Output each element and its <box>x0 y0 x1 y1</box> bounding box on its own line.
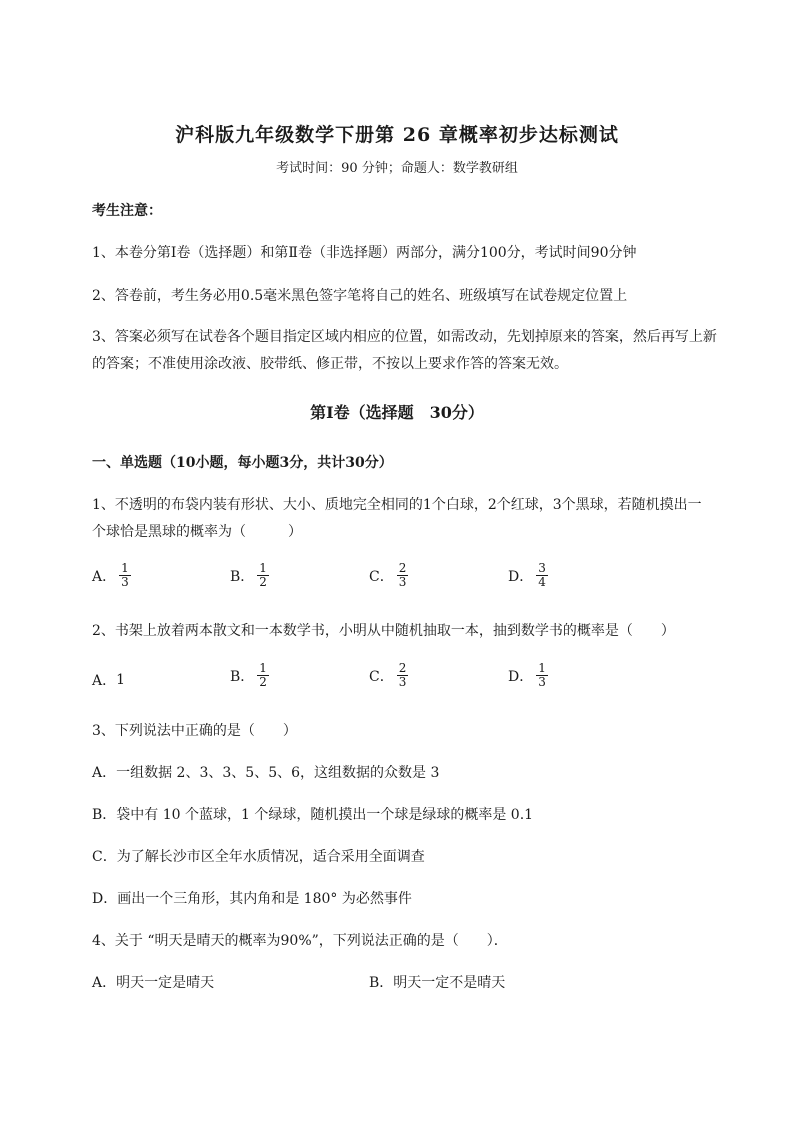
option-label: C． <box>369 668 394 685</box>
fraction <box>119 562 131 589</box>
exam-subtitle: 考试时间：90 分钟；命题人：数学教研组 <box>276 161 518 176</box>
q4-option-b: B．明天一定不是晴天 <box>369 975 506 991</box>
numerator: 1 <box>121 561 129 575</box>
notice-heading: 考生注意： <box>92 203 162 219</box>
q2-option-a <box>92 670 125 690</box>
option-label: C． <box>369 568 394 585</box>
q1-option-b <box>230 562 269 589</box>
q2-option-b <box>230 662 269 689</box>
option-label: D． <box>508 668 534 685</box>
q1-option-a <box>92 562 131 589</box>
numerator: 1 <box>259 561 267 575</box>
question-1-text-cont: 个球恰是黑球的概率为（ ） <box>92 524 302 540</box>
option-label: D． <box>508 568 534 585</box>
numerator: 1 <box>538 661 546 675</box>
denominator: 3 <box>398 675 407 689</box>
exam-title: 沪科版九年级数学下册第 26 章概率初步达标测试 <box>175 124 619 146</box>
q3-option-a: A．一组数据 2、3、3、5、5、6，这组数据的众数是 3 <box>92 765 440 781</box>
numerator: 1 <box>259 661 267 675</box>
notice-item-1: 1、本卷分第Ⅰ卷（选择题）和第Ⅱ卷（非选择题）两部分，满分100分，考试时间90分钟 <box>92 245 637 261</box>
option-label: A． <box>92 568 117 585</box>
fraction <box>536 562 548 589</box>
denominator: 3 <box>398 575 407 589</box>
denominator: 4 <box>538 575 546 589</box>
option-value: 1 <box>116 672 126 688</box>
fraction <box>397 662 409 689</box>
q3-option-d: D．画出一个三角形，其内角和是 180° 为必然事件 <box>92 891 412 907</box>
q1-option-d <box>508 562 548 589</box>
denominator: 3 <box>538 675 546 689</box>
q3-option-b: B．袋中有 10 个蓝球，1 个绿球，随机摸出一个球是绿球的概率是 0.1 <box>92 807 534 823</box>
notice-item-2: 2、答卷前，考生务必用0.5毫米黑色签字笔将自己的姓名、班级填写在试卷规定位置上 <box>92 288 628 304</box>
q3-option-c: C．为了解长沙市区全年水质情况，适合采用全面调查 <box>92 849 425 865</box>
option-label: B． <box>230 668 255 685</box>
notice-item-3-cont: 的答案；不准使用涂改液、胶带纸、修正带，不按以上要求作答的答案无效。 <box>92 356 568 372</box>
fraction <box>397 562 409 589</box>
question-1-text: 1、不透明的布袋内装有形状、大小、质地完全相同的1个白球，2个红球，3个黑球，若随机摸出一 <box>92 497 702 513</box>
part-heading: 一、单选题（10小题，每小题3分，共计30分） <box>92 455 393 471</box>
fraction <box>536 662 548 689</box>
denominator: 2 <box>259 575 267 589</box>
numerator: 2 <box>398 561 407 575</box>
numerator: 3 <box>538 561 546 575</box>
option-label: A． <box>92 673 117 689</box>
notice-item-3: 3、答案必须写在试卷各个题目指定区域内相应的位置，如需改动，先划掉原来的答案，然后再写上新 <box>92 329 717 345</box>
q4-option-a: A．明天一定是晴天 <box>92 975 215 991</box>
option-label: B． <box>230 568 255 585</box>
question-3-text: 3、下列说法中正确的是（ ） <box>92 723 297 739</box>
denominator: 3 <box>121 575 129 589</box>
question-4-text: 4、关于 “明天是晴天的概率为90%”，下列说法正确的是（ ）． <box>92 933 508 949</box>
section-title: 第Ⅰ卷（选择题 30分） <box>310 403 484 422</box>
numerator: 2 <box>398 661 407 675</box>
q2-option-d <box>508 662 548 689</box>
q2-option-c <box>369 662 408 689</box>
q1-option-c <box>369 562 408 589</box>
question-2-text: 2、书架上放着两本散文和一本数学书，小明从中随机抽取一本，抽到数学书的概率是（ ） <box>92 623 675 639</box>
fraction <box>257 662 269 689</box>
denominator: 2 <box>259 675 267 689</box>
fraction <box>257 562 269 589</box>
